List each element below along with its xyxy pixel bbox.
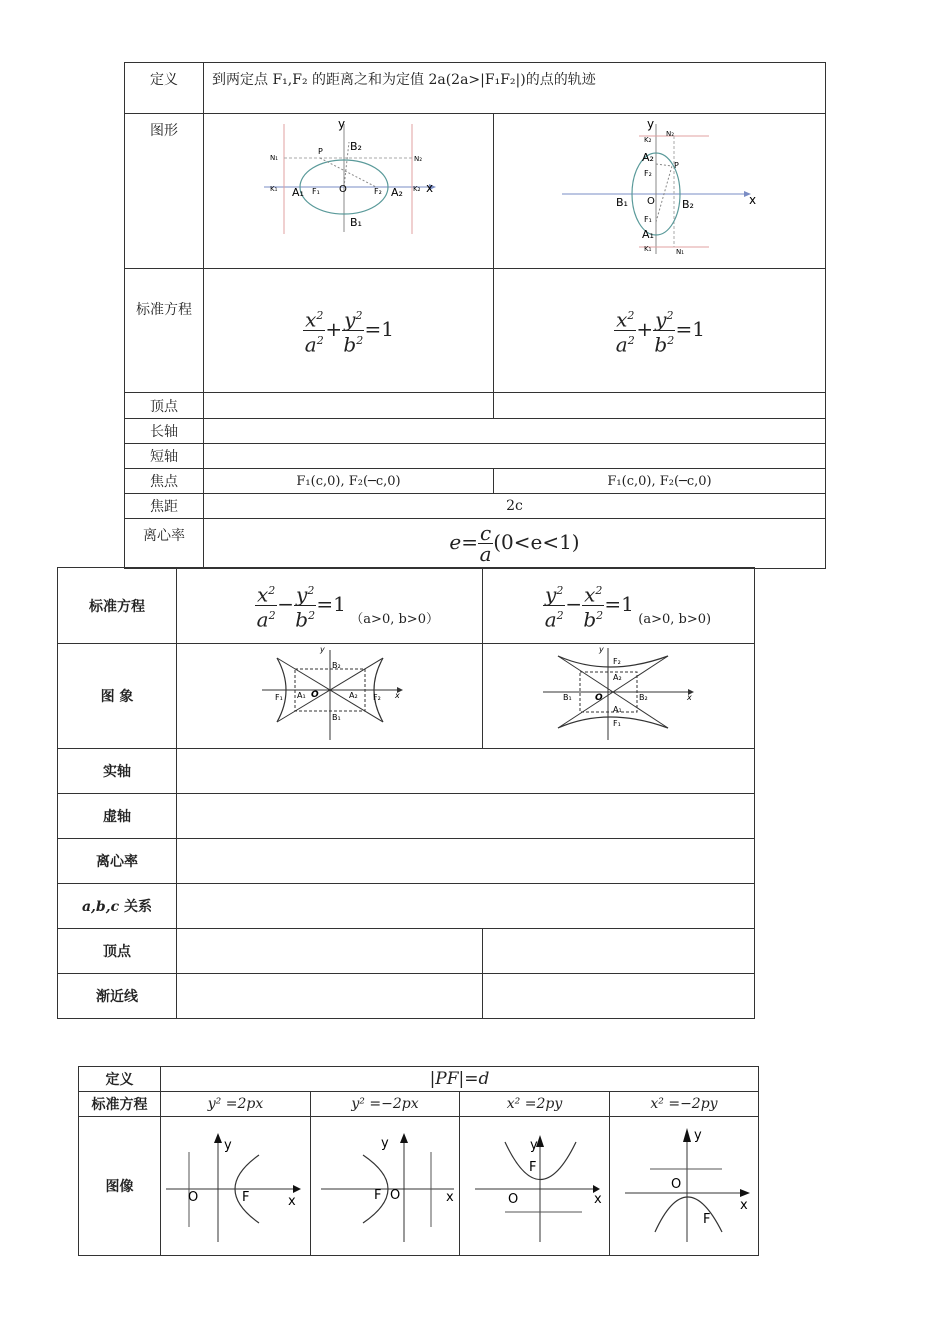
ellipse-vertical-figure-cell [494,114,826,269]
parabola-right-figure [161,1117,310,1251]
parabola-graph-label: 图像 [79,1117,161,1256]
fig-label: y [599,645,604,654]
fig-label: O [311,690,319,700]
hyperbola-equation: $\frac{y^2}{a^2}$ − $\frac{x^2}{b^2}$ =1 [544,583,634,632]
ellipse-major-value [204,419,826,444]
fig-label: F₁ [613,719,621,728]
fig-label: F [529,1160,537,1175]
hyperbola-eq-horizontal [177,568,483,644]
fig-label: B₁ [350,216,362,229]
fig-label: B₁ [332,713,341,722]
hyperbola-graph-label: 图 象 [58,644,177,749]
fig-label: x [749,193,757,207]
hyperbola-real-label: 实轴 [58,749,177,794]
fig-label: F [242,1190,250,1205]
parabola-down-figure [610,1117,758,1251]
ellipse-horizontal-figure [204,114,493,264]
fig-label: O [508,1192,519,1207]
ellipse-major-label: 长轴 [125,419,204,444]
hyperbola-vertex-v [483,929,755,974]
hyperbola-imag-label: 虚轴 [58,794,177,839]
fig-label: A₂ [349,691,358,700]
fig-label: y [338,117,346,131]
ellipse-vertical-figure [494,114,825,264]
parabola-fig-right-cell [161,1117,311,1256]
fig-label: P [674,161,679,170]
hyperbola-ecc-label: 离心率 [58,839,177,884]
fig-label: O [339,184,347,195]
fig-label: F [703,1212,711,1227]
fig-label: O [647,196,655,207]
fig-label: x [395,691,400,700]
hyperbola-abc-label: a,b,c 关系 [58,884,177,929]
ellipse-ecc-value [204,519,826,569]
hyperbola-abc-value [177,884,755,929]
fig-label: K₁ [644,245,652,253]
parabola-fig-down-cell [610,1117,759,1256]
fig-label: N₁ [676,248,685,256]
hyperbola-asym-label: 渐近线 [58,974,177,1019]
fig-label: O [671,1177,682,1192]
hyperbola-asym-h [177,974,483,1019]
fig-label: B₂ [682,198,694,211]
fig-label: O [595,693,603,703]
ellipse-ecc-label: 离心率 [125,519,204,569]
hyperbola-cond: (a>0, b>0) [638,612,712,627]
fig-label: A₂ [642,151,654,164]
ellipse-equation: $\frac{x^2}{a^2}$ + $\frac{y^2}{b^2}$ =1 [615,308,705,357]
fig-label: F [374,1188,382,1203]
ellipse-eq-horizontal [204,269,494,393]
hyperbola-real-value [177,749,755,794]
ellipse-minor-value [204,444,826,469]
hyperbola-ecc-value [177,839,755,884]
fig-label: y [647,117,655,131]
fig-label: y [530,1138,538,1153]
hyperbola-cond: （a>0, b>0） [350,612,439,627]
parabola-eq-right: y² =2px [161,1092,311,1117]
hyperbola-eq-vertical [483,568,755,644]
parabola-fig-up-cell [460,1117,610,1256]
fig-label: y [694,1128,702,1143]
ellipse-table [124,62,826,569]
ellipse-eq-vertical [494,269,826,393]
parabola-def-label: 定义 [79,1067,161,1092]
fig-label: F₂ [373,693,381,702]
fig-label: A₂ [391,186,403,199]
ellipse-focus-label: 焦点 [125,469,204,494]
parabola-fig-left-cell [311,1117,460,1256]
hyperbola-equation: $\frac{x^2}{a^2}$ − $\frac{y^2}{b^2}$ =1 [256,583,346,632]
ellipse-ecc-formula: e= $\frac{c}{a}$ (0<e<1) [449,521,580,566]
ellipse-vertex-v [494,393,826,419]
ellipse-focal-value: 2c [204,494,826,519]
ellipse-focus-v: F₁(c,0), F₂(─c,0) [494,469,826,494]
fig-label: x [594,1192,602,1207]
fig-label: F₂ [613,657,621,666]
fig-label: O [188,1190,199,1205]
parabola-eq-down: x² =−2py [610,1092,759,1117]
fig-label: A₁ [613,705,622,714]
fig-label: P [318,147,323,156]
fig-label: F₂ [644,169,652,178]
fig-label: x [426,181,434,195]
fig-label: y [224,1138,232,1153]
hyperbola-horizontal-figure [177,644,482,744]
fig-label: A₁ [642,228,654,241]
ellipse-horizontal-figure-cell [204,114,494,269]
ellipse-equation: $\frac{x^2}{a^2}$ + $\frac{y^2}{b^2}$ =1 [304,308,394,357]
fig-label: N₂ [666,130,675,138]
fig-label: K₁ [270,185,278,193]
fig-label: F₁ [275,693,283,702]
ellipse-def-label: 定义 [125,63,204,114]
ellipse-eq-label: 标准方程 [125,269,204,393]
ellipse-vertex-h [204,393,494,419]
hyperbola-vertical-figure-cell [483,644,755,749]
fig-label: y [381,1136,389,1151]
fig-label: B₂ [332,661,341,670]
fig-label: A₂ [613,673,622,682]
fig-label: N₂ [414,155,423,163]
fig-label: B₂ [639,693,648,702]
fig-label: A₁ [292,186,304,199]
fig-label: N₁ [270,154,279,162]
parabola-eq-label: 标准方程 [79,1092,161,1117]
hyperbola-eq-label: 标准方程 [58,568,177,644]
ellipse-focal-label: 焦距 [125,494,204,519]
hyperbola-vertex-label: 顶点 [58,929,177,974]
fig-label: F₂ [374,187,382,196]
hyperbola-horizontal-figure-cell [177,644,483,749]
parabola-eq-up: x² =2py [460,1092,610,1117]
parabola-table [78,1066,759,1256]
hyperbola-asym-v [483,974,755,1019]
fig-label: x [288,1194,296,1209]
hyperbola-vertex-h [177,929,483,974]
fig-label: x [446,1190,454,1205]
fig-label: B₁ [563,693,572,702]
parabola-def-formula: |PF|=d [161,1067,759,1092]
fig-label: F₁ [644,215,652,224]
ellipse-minor-label: 短轴 [125,444,204,469]
fig-label: O [390,1188,401,1203]
hyperbola-table [57,567,755,1019]
fig-label: K₂ [413,185,421,193]
ellipse-focus-h: F₁(c,0), F₂(─c,0) [204,469,494,494]
hyperbola-imag-value [177,794,755,839]
ellipse-vertex-label: 顶点 [125,393,204,419]
parabola-up-figure [460,1117,609,1251]
hyperbola-vertical-figure [483,644,754,744]
fig-label: F₁ [312,187,320,196]
fig-label: K₂ [644,136,652,144]
fig-label: y [320,645,325,654]
ellipse-graph-label: 图形 [125,114,204,269]
fig-label: B₁ [616,196,628,209]
fig-label: x [740,1198,748,1213]
parabola-eq-left: y² =−2px [311,1092,460,1117]
fig-label: x [687,693,692,702]
ellipse-def-text: 到两定点 F₁,F₂ 的距离之和为定值 2a(2a>|F₁F₂|)的点的轨迹 [204,63,826,114]
parabola-left-figure [311,1117,459,1251]
fig-label: B₂ [350,140,362,153]
fig-label: A₁ [297,691,306,700]
